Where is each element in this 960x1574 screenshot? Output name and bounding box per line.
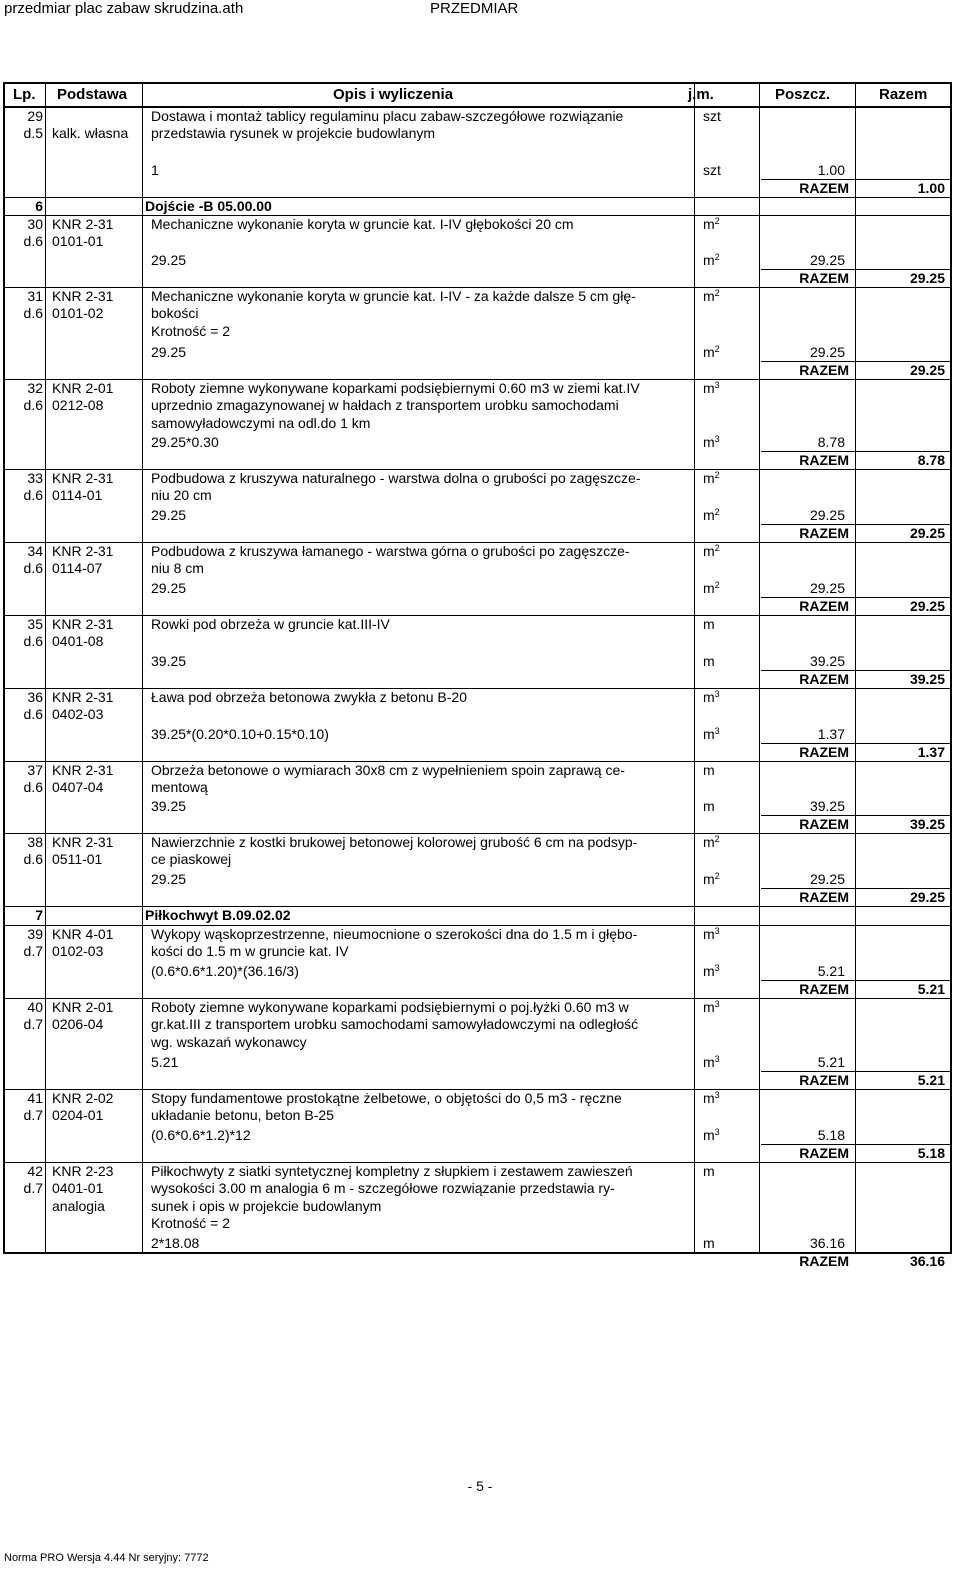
section-number: 6 xyxy=(35,198,43,214)
section-number: 7 xyxy=(35,907,43,923)
item-calculation: 29.25 xyxy=(151,252,187,268)
item-unit: $m^2$ xyxy=(703,288,720,304)
col-opis: Opis i wyliczenia xyxy=(333,86,454,103)
razem-total: 1.37 xyxy=(917,744,945,760)
column-divider xyxy=(855,84,856,1252)
item-basis-catalog: KNR 2-31 xyxy=(52,834,114,850)
item-description-line: Krotność = 2 xyxy=(151,323,230,339)
item-basis-code: 0212-08 xyxy=(52,397,104,413)
razem-label: RAZEM xyxy=(799,1145,849,1161)
razem-total: 39.25 xyxy=(909,816,945,832)
row-divider xyxy=(5,615,950,616)
item-calculation: 39.25*(0.20*0.10+0.15*0.10) xyxy=(151,726,329,742)
item-description-line: bokości xyxy=(151,305,199,321)
item-basis-code: 0407-04 xyxy=(52,779,104,795)
item-description-line: kości do 1.5 m w gruncie kat. IV xyxy=(151,943,349,959)
item-partial-quantity: 29.25 xyxy=(809,871,845,887)
item-section-ref: d.6 xyxy=(23,779,43,795)
item-calculation: 29.25 xyxy=(151,344,187,360)
razem-total: 29.25 xyxy=(909,270,945,286)
item-number: 30 xyxy=(27,216,43,232)
item-number: 38 xyxy=(27,834,43,850)
item-number: 40 xyxy=(27,999,43,1015)
item-partial-quantity: 5.21 xyxy=(817,963,845,979)
section-title: Piłkochwyt B.09.02.02 xyxy=(145,907,291,923)
column-divider xyxy=(759,84,760,1252)
item-basis-catalog: KNR 2-23 xyxy=(52,1163,114,1179)
item-number: 39 xyxy=(27,926,43,942)
item-calculation: 39.25 xyxy=(151,653,187,669)
item-description-line: Nawierzchnie z kostki brukowej betonowej kolorowej grubość 6 cm na podsyp- xyxy=(151,834,638,850)
item-basis-catalog: KNR 2-31 xyxy=(52,470,114,486)
item-calc-unit: $m^2$ xyxy=(703,580,720,596)
item-section-ref: d.5 xyxy=(23,125,43,141)
item-unit: $m^3$ xyxy=(703,380,720,396)
razem-total: 5.18 xyxy=(917,1145,945,1161)
item-section-ref: d.7 xyxy=(23,1180,43,1196)
item-basis-code: kalk. własna xyxy=(52,125,129,141)
item-number: 41 xyxy=(27,1090,43,1106)
item-description-line: uprzednio zmagazynowanej w hałdach z transportem urobku samochodami xyxy=(151,397,619,413)
item-number: 29 xyxy=(27,108,43,124)
col-lp: Lp. xyxy=(13,86,36,103)
razem-total: 5.21 xyxy=(917,981,945,997)
item-basis-code: 0402-03 xyxy=(52,706,104,722)
item-section-ref: d.7 xyxy=(23,943,43,959)
item-partial-quantity: 5.21 xyxy=(817,1054,845,1070)
item-section-ref: d.6 xyxy=(23,560,43,576)
footer-software: Norma PRO Wersja 4.44 Nr seryjny: 7772 xyxy=(4,1552,209,1564)
item-unit: $m^3$ xyxy=(703,999,720,1015)
item-calculation: 29.25 xyxy=(151,507,187,523)
table-header xyxy=(5,84,950,108)
item-description-line: wg. wskazań wykonawcy xyxy=(151,1034,307,1050)
item-unit: $m^2$ xyxy=(703,834,720,850)
item-calculation: 39.25 xyxy=(151,798,187,814)
item-unit: m xyxy=(703,1163,715,1179)
item-calculation: 29.25 xyxy=(151,871,187,887)
item-description-line: Krotność = 2 xyxy=(151,1215,230,1231)
row-divider xyxy=(5,688,950,689)
razem-label: RAZEM xyxy=(799,598,849,614)
item-calculation: (0.6*0.6*1.2)*12 xyxy=(151,1127,251,1143)
item-calc-unit: $m^2$ xyxy=(703,507,720,523)
razem-total: 29.25 xyxy=(909,598,945,614)
col-jm: j.m. xyxy=(688,86,714,103)
item-description-line: układanie betonu, beton B-25 xyxy=(151,1107,334,1123)
item-basis-catalog: KNR 2-31 xyxy=(52,762,114,778)
column-divider xyxy=(142,84,143,1252)
item-calc-unit: $m^3$ xyxy=(703,963,720,979)
item-calculation: 29.25*0.30 xyxy=(151,434,219,450)
item-description-line: gr.kat.III z transportem urobku samochodami samowyładowczymi na odległość xyxy=(151,1016,639,1032)
item-description-line: ce piaskowej xyxy=(151,851,232,867)
item-partial-quantity: 29.25 xyxy=(809,580,845,596)
item-basis-code: 0114-01 xyxy=(52,487,103,503)
item-basis-code: 0206-04 xyxy=(52,1016,104,1032)
item-partial-quantity: 5.18 xyxy=(817,1127,845,1143)
item-description-line: Rowki pod obrzeża w gruncie kat.III-IV xyxy=(151,616,390,632)
item-unit: $m^2$ xyxy=(703,216,720,232)
item-number: 35 xyxy=(27,616,43,632)
item-basis-code: 0401-01 xyxy=(52,1180,104,1196)
item-description-line: Mechaniczne wykonanie koryta w gruncie kat. I-IV - za każde dalsze 5 cm głę- xyxy=(151,288,636,304)
item-calc-unit: m xyxy=(703,653,715,669)
item-basis-catalog: KNR 2-01 xyxy=(52,380,114,396)
item-basis-catalog: KNR 2-31 xyxy=(52,689,114,705)
item-calculation: 1 xyxy=(151,162,159,178)
razem-label: RAZEM xyxy=(799,671,849,687)
item-number: 31 xyxy=(27,288,43,304)
item-section-ref: d.6 xyxy=(23,233,43,249)
item-number: 34 xyxy=(27,543,43,559)
item-calc-unit: m xyxy=(703,1235,715,1251)
item-unit: $m^3$ xyxy=(703,926,720,942)
header-filename: przedmiar plac zabaw skrudzina.ath xyxy=(4,0,244,17)
item-section-ref: d.7 xyxy=(23,1016,43,1032)
page-header xyxy=(0,0,960,20)
item-calc-unit: $m^2$ xyxy=(703,871,720,887)
przedmiar-table xyxy=(3,82,952,1269)
razem-label: RAZEM xyxy=(799,362,849,378)
item-unit: m xyxy=(703,762,715,778)
razem-total: 36.16 xyxy=(909,1253,945,1269)
item-description-line: Piłkochwyty z siatki syntetycznej kompletny z słupkiem i zestawem zawieszeń xyxy=(151,1163,633,1179)
column-divider xyxy=(694,84,695,1252)
item-number: 32 xyxy=(27,380,43,396)
item-basis-code: 0102-03 xyxy=(52,943,104,959)
item-unit: m xyxy=(703,616,715,632)
item-basis-catalog: KNR 4-01 xyxy=(52,926,114,942)
item-unit: $m^2$ xyxy=(703,543,720,559)
page-number: - 5 - xyxy=(467,1478,493,1494)
item-basis-catalog: KNR 2-31 xyxy=(52,216,114,232)
item-description-line: Wykopy wąskoprzestrzenne, nieumocnione o szerokości dna do 1.5 m i głębo- xyxy=(151,926,638,942)
column-divider xyxy=(45,84,46,1252)
item-basis-code: 0114-07 xyxy=(52,560,103,576)
item-partial-quantity: 29.25 xyxy=(809,507,845,523)
item-section-ref: d.6 xyxy=(23,487,43,503)
item-description-line: samowyładowczymi na odl.do 1 km xyxy=(151,415,371,431)
section-title: Dojście -B 05.00.00 xyxy=(145,198,272,214)
item-description-line: Roboty ziemne wykonywane koparkami podsiębiernymi 0.60 m3 w ziemi kat.IV xyxy=(151,380,640,396)
razem-total: 29.25 xyxy=(909,889,945,905)
razem-label: RAZEM xyxy=(799,889,849,905)
item-partial-quantity: 1.00 xyxy=(817,162,845,178)
item-unit: $m^3$ xyxy=(703,689,720,705)
item-unit: $m^2$ xyxy=(703,470,720,486)
item-basis-code: 0401-08 xyxy=(52,633,104,649)
item-calc-unit: szt xyxy=(703,162,721,178)
item-description-line: Roboty ziemne wykonywane koparkami podsiębiernymi o poj.łyżki 0.60 m3 w xyxy=(151,999,629,1015)
razem-label: RAZEM xyxy=(799,744,849,760)
item-calculation: (0.6*0.6*1.20)*(36.16/3) xyxy=(151,963,299,979)
item-basis-code: 0101-02 xyxy=(52,305,104,321)
item-section-ref: d.6 xyxy=(23,397,43,413)
razem-label: RAZEM xyxy=(799,452,849,468)
razem-label: RAZEM xyxy=(799,816,849,832)
item-description-line: Mechaniczne wykonanie koryta w gruncie kat. I-IV głębokości 20 cm xyxy=(151,216,574,232)
razem-label: RAZEM xyxy=(799,525,849,541)
razem-total: 29.25 xyxy=(909,525,945,541)
razem-label: RAZEM xyxy=(799,1072,849,1088)
item-description-line: mentową xyxy=(151,779,208,795)
razem-total: 5.21 xyxy=(917,1072,945,1088)
col-podstawa: Podstawa xyxy=(57,86,128,103)
item-unit: $m^3$ xyxy=(703,1090,720,1106)
col-poszcz: Poszcz. xyxy=(775,86,831,103)
item-number: 37 xyxy=(27,762,43,778)
item-description-line: przedstawia rysunek w projekcie budowlanym xyxy=(151,125,436,141)
item-calc-unit: m xyxy=(703,798,715,814)
item-basis-code: 0204-01 xyxy=(52,1107,104,1123)
item-calc-unit: $m^3$ xyxy=(703,1054,720,1070)
item-number: 33 xyxy=(27,470,43,486)
item-unit: szt xyxy=(703,108,721,124)
item-calculation: 29.25 xyxy=(151,580,187,596)
item-basis-catalog: KNR 2-31 xyxy=(52,616,114,632)
item-description-line: Dostawa i montaż tablicy regulaminu placu zabaw-szczegółowe rozwiązanie xyxy=(151,108,624,124)
item-calc-unit: $m^3$ xyxy=(703,1127,720,1143)
item-partial-quantity: 1.37 xyxy=(817,726,845,742)
item-description-line: wysokości 3.00 m analogia 6 m - szczegółowe rozwiązanie przedstawia ry- xyxy=(151,1180,615,1196)
item-calc-unit: $m^3$ xyxy=(703,434,720,450)
item-partial-quantity: 39.25 xyxy=(809,798,845,814)
item-section-ref: d.6 xyxy=(23,706,43,722)
item-section-ref: d.6 xyxy=(23,633,43,649)
col-razem: Razem xyxy=(879,86,928,103)
item-basis-catalog: KNR 2-01 xyxy=(52,999,114,1015)
header-title: PRZEDMIAR xyxy=(430,0,519,17)
item-partial-quantity: 29.25 xyxy=(809,252,845,268)
item-basis-catalog: KNR 2-02 xyxy=(52,1090,114,1106)
item-section-ref: d.6 xyxy=(23,851,43,867)
razem-label: RAZEM xyxy=(799,1253,849,1269)
item-basis-catalog: KNR 2-31 xyxy=(52,288,114,304)
item-calculation: 5.21 xyxy=(151,1054,179,1070)
item-calc-unit: $m^2$ xyxy=(703,252,720,268)
item-basis-catalog: KNR 2-31 xyxy=(52,543,114,559)
item-calc-unit: $m^3$ xyxy=(703,726,720,742)
item-number: 42 xyxy=(27,1163,43,1179)
razem-label: RAZEM xyxy=(799,981,849,997)
razem-total: 1.00 xyxy=(917,180,945,196)
item-description-line: Podbudowa z kruszywa łamanego - warstwa górna o grubości po zagęszcze- xyxy=(151,543,630,559)
item-basis-code: 0511-01 xyxy=(52,851,103,867)
razem-label: RAZEM xyxy=(799,180,849,196)
item-description-line: niu 8 cm xyxy=(151,560,204,576)
item-description-line: Podbudowa z kruszywa naturalnego - warstwa dolna o grubości po zagęszcze- xyxy=(151,470,641,486)
item-calculation: 2*18.08 xyxy=(151,1235,200,1251)
item-number: 36 xyxy=(27,689,43,705)
item-partial-quantity: 29.25 xyxy=(809,344,845,360)
item-partial-quantity: 36.16 xyxy=(809,1235,845,1251)
razem-total: 29.25 xyxy=(909,362,945,378)
item-section-ref: d.6 xyxy=(23,305,43,321)
item-description-line: Obrzeża betonowe o wymiarach 30x8 cm z wypełnieniem spoin zaprawą ce- xyxy=(151,762,625,778)
razem-total: 8.78 xyxy=(917,452,945,468)
item-calc-unit: $m^2$ xyxy=(703,344,720,360)
item-basis-code: 0101-01 xyxy=(52,233,104,249)
razem-total: 39.25 xyxy=(909,671,945,687)
item-partial-quantity: 39.25 xyxy=(809,653,845,669)
item-description-line: niu 20 cm xyxy=(151,487,212,503)
item-description-line: sunek i opis w projekcie budowlanym xyxy=(151,1198,382,1214)
item-description-line: Stopy fundamentowe prostokątne żelbetowe, o objętości do 0,5 m3 - ręczne xyxy=(151,1090,622,1106)
item-partial-quantity: 8.78 xyxy=(817,434,845,450)
item-description-line: Ława pod obrzeża betonowa zwykła z betonu B-20 xyxy=(151,689,467,705)
razem-label: RAZEM xyxy=(799,270,849,286)
item-section-ref: d.7 xyxy=(23,1107,43,1123)
item-basis-note: analogia xyxy=(52,1198,105,1214)
